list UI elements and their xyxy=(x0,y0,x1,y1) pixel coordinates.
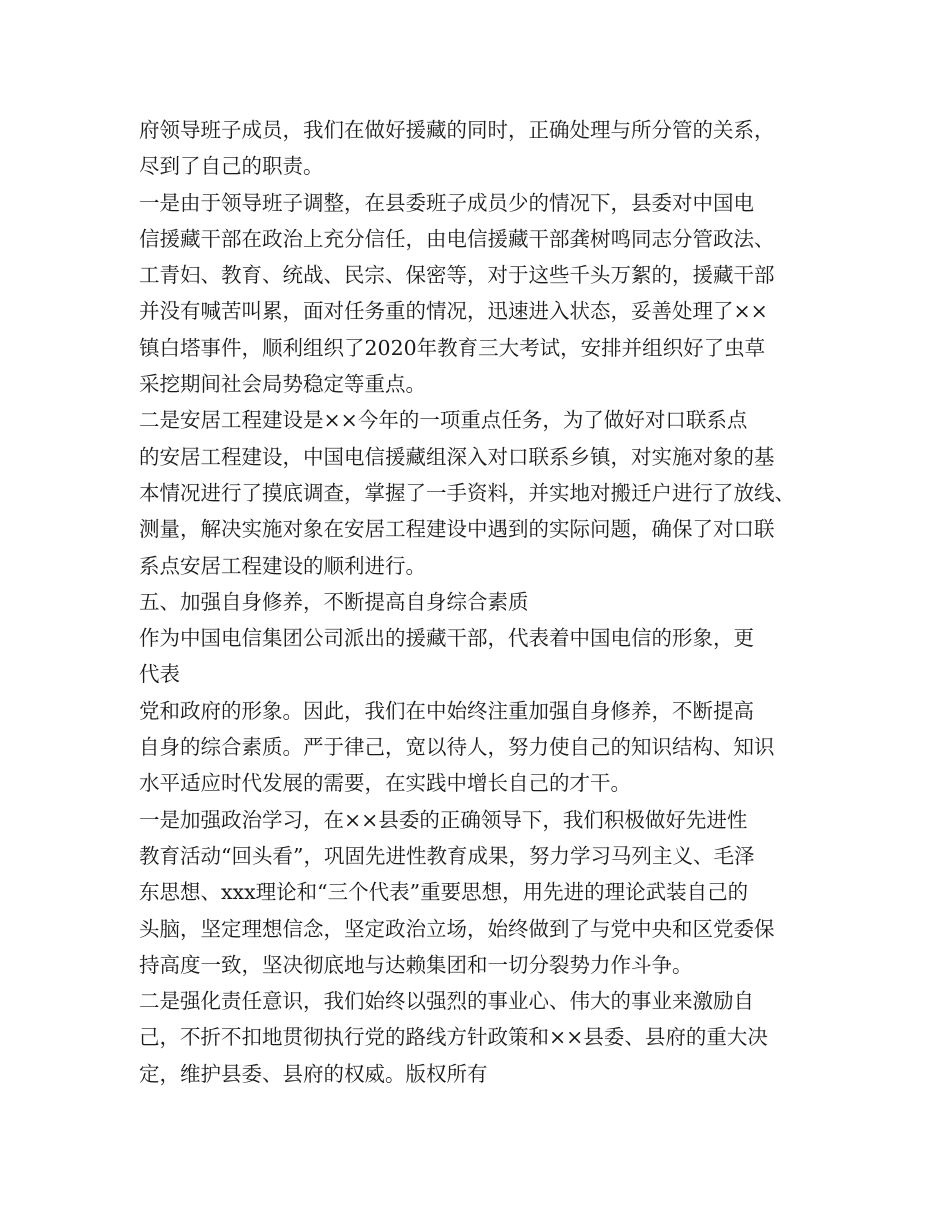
text-line: 持高度一致，坚决彻底地与达赖集团和一切分裂势力作斗争。 xyxy=(139,952,693,977)
text-line: 定，维护县委、县府的权威。版权所有 xyxy=(139,1061,488,1086)
text-line: 代表 xyxy=(139,662,180,687)
text-line: 镇白塔事件，顺利组织了2020年教育三大考试，安排并组织好了虫草 xyxy=(139,335,766,360)
text-line: 信援藏干部在政治上充分信任，由电信援藏干部龚树鸣同志分管政法、 xyxy=(139,226,775,251)
text-line: 系点安居工程建设的顺利进行。 xyxy=(139,553,426,578)
text-line: 自身的综合素质。严于律己，宽以待人，努力使自己的知识结构、知识 xyxy=(139,735,775,760)
text-line: 东思想、xxx理论和“三个代表”重要思想，用先进的理论武装自己的 xyxy=(139,880,749,905)
section-heading: 五、加强自身修养，不断提高自身综合素质 xyxy=(139,589,529,614)
text-line: 的安居工程建设，中国电信援藏组深入对口联系乡镇，对实施对象的基 xyxy=(139,444,775,469)
text-line: 二是安居工程建设是××今年的一项重点任务，为了做好对口联系点 xyxy=(139,408,748,433)
text-line: 尽到了自己的职责。 xyxy=(139,154,324,179)
text-line: 水平适应时代发展的需要，在实践中增长自己的才干。 xyxy=(139,771,631,796)
text-line: 作为中国电信集团公司派出的援藏干部，代表着中国电信的形象，更 xyxy=(139,626,754,651)
text-line: 党和政府的形象。因此，我们在中始终注重加强自身修养，不断提高 xyxy=(139,698,754,723)
text-line: 头脑，坚定理想信念，坚定政治立场，始终做到了与党中央和区党委保 xyxy=(139,916,775,941)
text-line: 教育活动“回头看”，巩固先进性教育成果，努力学习马列主义、毛泽 xyxy=(139,843,755,868)
text-line: 工青妇、教育、统战、民宗、保密等，对于这些千头万絮的，援藏干部 xyxy=(139,263,775,288)
text-line: 一是由于领导班子调整，在县委班子成员少的情况下，县委对中国电 xyxy=(139,190,754,215)
document-body xyxy=(139,112,829,1092)
text-line: 测量，解决实施对象在安居工程建设中遇到的实际问题，确保了对口联 xyxy=(139,517,775,542)
text-line: 本情况进行了摸底调查，掌握了一手资料，并实地对搬迁户进行了放线、 xyxy=(139,480,795,505)
text-line: 己，不折不扣地贯彻执行党的路线方针政策和××县委、县府的重大决 xyxy=(139,1025,768,1050)
text-line: 采挖期间社会局势稳定等重点。 xyxy=(139,372,426,397)
text-line: 二是强化责任意识，我们始终以强烈的事业心、伟大的事业来激励自 xyxy=(139,989,754,1014)
text-line: 府领导班子成员，我们在做好援藏的同时，正确处理与所分管的关系， xyxy=(139,118,775,142)
text-line: 一是加强政治学习，在××县委的正确领导下，我们积极做好先进性 xyxy=(139,807,748,832)
text-line: 并没有喊苦叫累，面对任务重的情况，迅速进入状态，妥善处理了×× xyxy=(139,299,768,324)
